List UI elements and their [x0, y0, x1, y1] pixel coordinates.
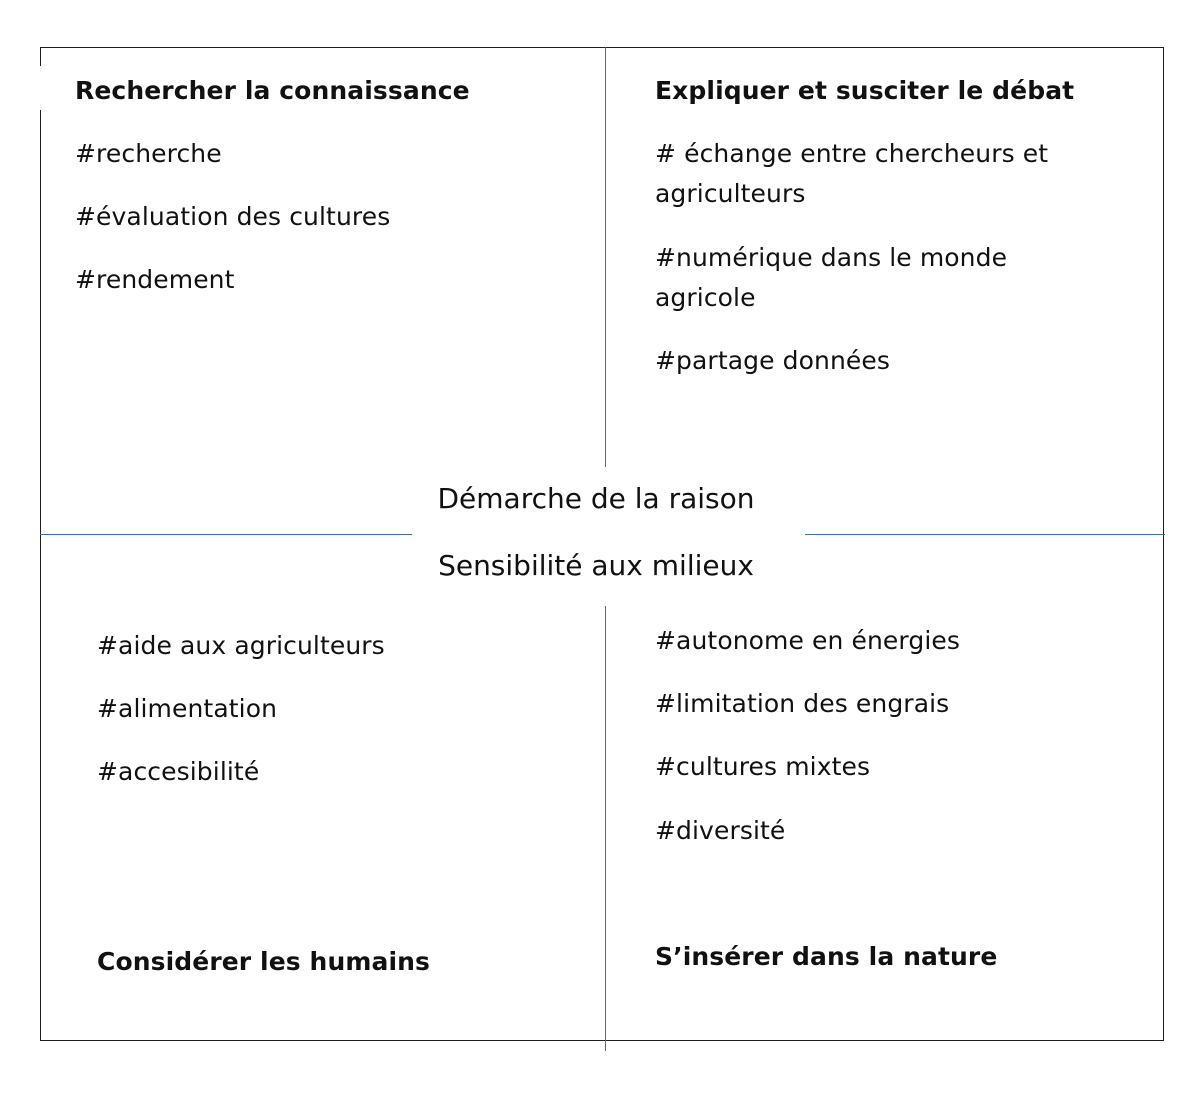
frame-notch [38, 66, 44, 110]
quadrant-title-debat: Expliquer et susciter le débat [655, 76, 1075, 105]
tag-item: #aide aux agriculteurs [97, 631, 385, 660]
tag-item: #cultures mixtes [655, 752, 871, 781]
axis-label-raison: Démarche de la raison [437, 482, 755, 515]
tag-item: #autonome en énergies [655, 626, 960, 655]
quadrant-title-humains: Considérer les humains [97, 947, 431, 976]
axis-label-milieux: Sensibilité aux milieux [438, 549, 754, 582]
tag-item: #alimentation [97, 694, 278, 723]
quadrant-title-nature: S’insérer dans la nature [655, 942, 998, 971]
tag-item: #accesibilité [97, 757, 260, 786]
tag-item: #numérique dans le monde agricole [655, 243, 1008, 312]
tag-item: #recherche [75, 139, 222, 168]
tag-item: #évaluation des cultures [75, 202, 391, 231]
vertical-axis-top [605, 47, 606, 467]
tag-item: #limitation des engrais [655, 689, 950, 718]
horizontal-axis-right [805, 534, 1165, 535]
tag-item: #diversité [655, 816, 786, 845]
quadrant-title-connaissance: Rechercher la connaissance [75, 76, 470, 105]
tag-item: # échange entre chercheurs et agriculteurs [655, 139, 1049, 208]
vertical-axis-bottom [605, 606, 606, 1051]
horizontal-axis-left [40, 534, 412, 535]
tag-item: #partage données [655, 346, 890, 375]
tag-item: #rendement [75, 265, 235, 294]
